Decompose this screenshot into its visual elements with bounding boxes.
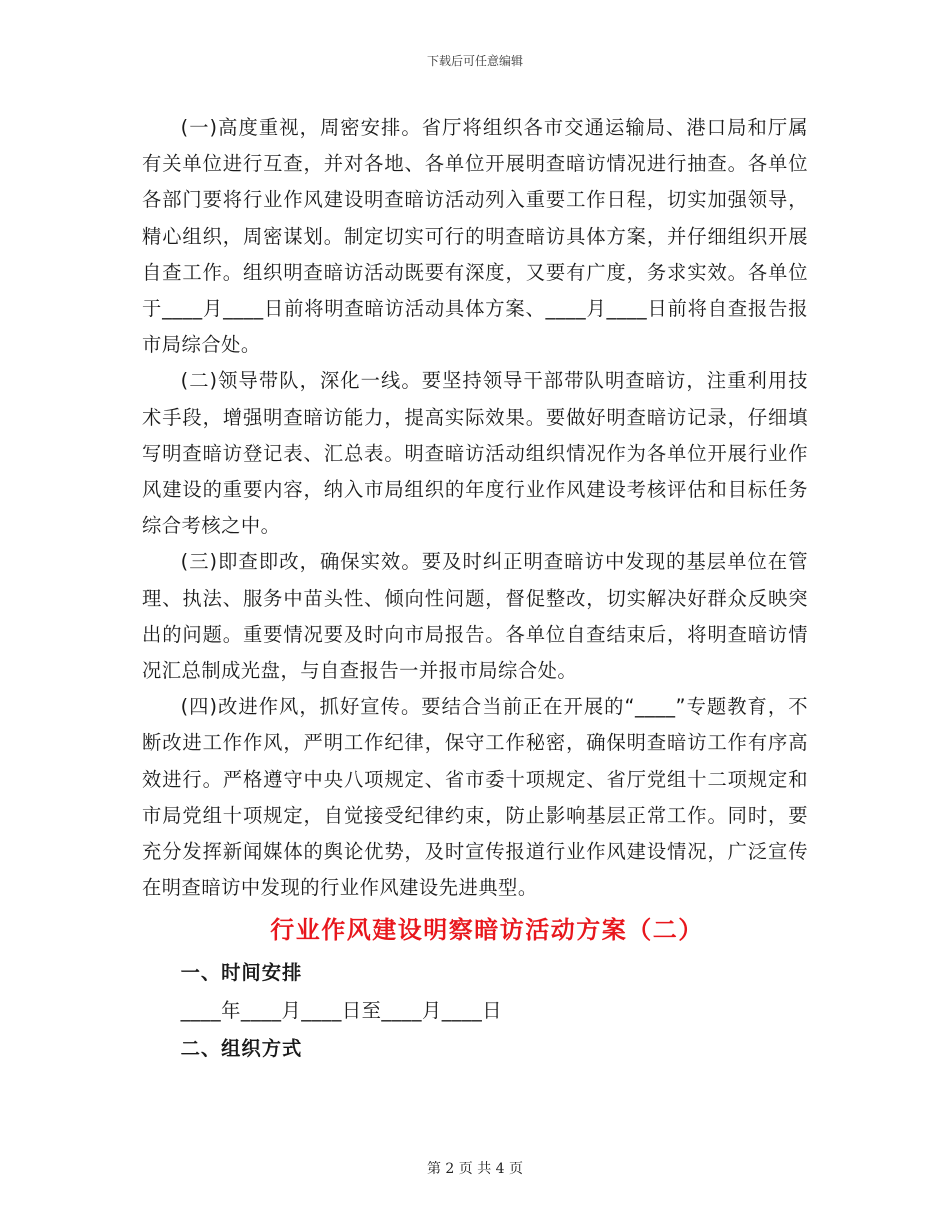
paragraph-2: (二)领导带队，深化一线。要坚持领导干部带队明查暗访，注重利用技术手段，增强明查暗访能力，提高实际效果。要做好明查暗访记录，仔细填写明查暗访登记表、汇总表。明查暗访活动组织情况作为各单位开展行业作风建设的重要内容，纳入市局组织的年度行业作风建设考核评估和目标任务综合考核之中。 — [142, 369, 808, 538]
page-footer: 第 2 页 共 4 页 — [426, 1161, 524, 1177]
page-header: 下载后可任意编辑 — [426, 54, 523, 68]
document-body — [142, 110, 808, 1068]
paragraph-3: (三)即查即改，确保实效。要及时纠正明查暗访中发现的基层单位在管理、执法、服务中苗头性、倾向性问题，督促整改，切实解决好群众反映突出的问题。重要情况要及时向市局报告。各单位自查结束后，将明查暗访情况汇总制成光盘，与自查报告一并报市局综合处。 — [142, 550, 808, 683]
heading-organization: 二、组织方式 — [180, 1037, 303, 1061]
heading-time-schedule: 一、时间安排 — [180, 961, 303, 985]
date-range-line: ____年____月____日至____月____日 — [180, 999, 503, 1023]
section-title: 行业作风建设明察暗访活动方案（二） — [270, 916, 704, 945]
paragraph-1: (一)高度重视，周密安排。省厅将组织各市交通运输局、港口局和厅属有关单位进行互查，并对各地、各单位开展明查暗访情况进行抽查。各单位各部门要将行业作风建设明查暗访活动列入重要工作日程，切实加强领导，精心组织，周密谋划。制定切实可行的明查暗访具体方案，并仔细组织开展自查工作。组织明查暗访活动既要有深度，又要有广度，务求实效。各单位于____月____日前将明查暗访活动具体方案、____月____日前将自查报告报市局综合处。 — [142, 116, 808, 357]
paragraph-4: (四)改进作风，抓好宣传。要结合当前正在开展的“____”专题教育，不断改进工作作风，严明工作纪律，保守工作秘密，确保明查暗访工作有序高效进行。严格遵守中央八项规定、省市委十项规定、省厅党组十二项规定和市局党组十项规定，自觉接受纪律约束，防止影响基层正常工作。同时，要充分发挥新闻媒体的舆论优势，及时宣传报道行业作风建设情况，广泛宣传在明查暗访中发现的行业作风建设先进典型。 — [142, 695, 808, 900]
